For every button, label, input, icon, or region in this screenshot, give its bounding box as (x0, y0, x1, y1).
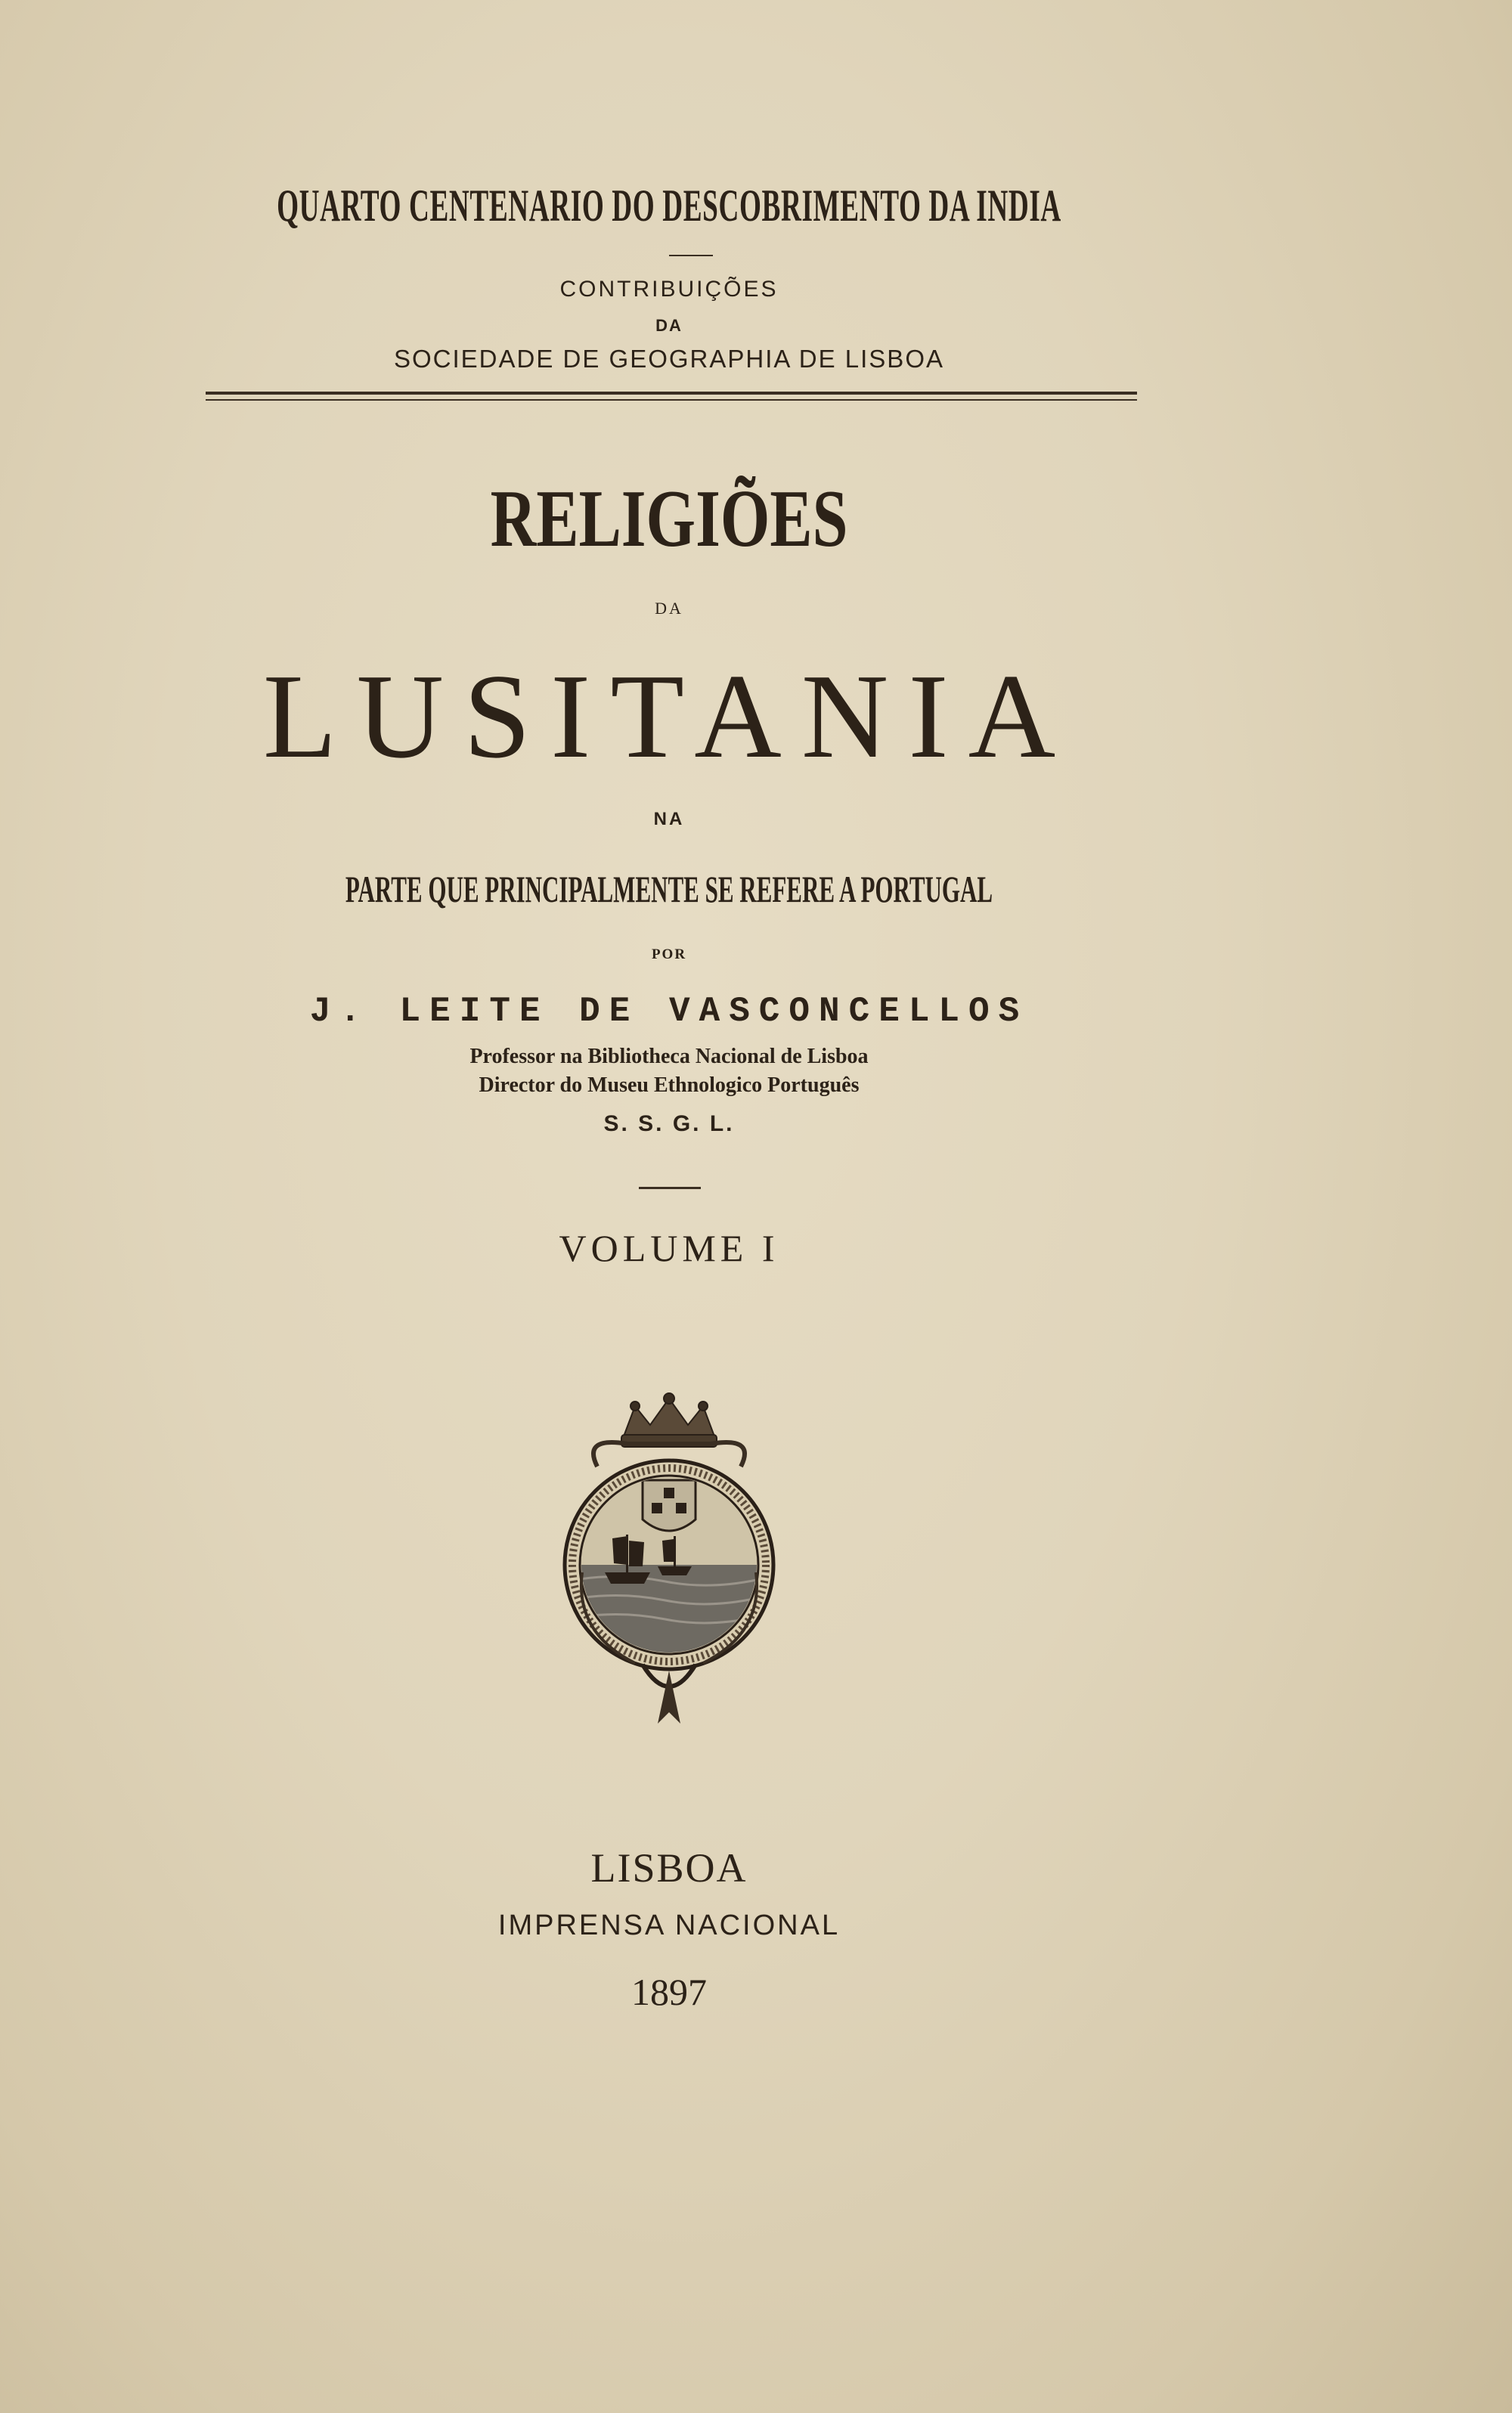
title-lusitania: LUSITANIA (262, 649, 1076, 783)
da-label: DA (655, 316, 683, 335)
author-affiliation-1: Professor na Bibliotheca Nacional de Lisboa (469, 1045, 869, 1068)
publication-place: LISBOA (590, 1845, 748, 1891)
na-label: NA (653, 809, 685, 829)
volume-label: VOLUME I (559, 1227, 779, 1269)
contributions-label: CONTRIBUIÇÕES (559, 277, 779, 302)
publication-year: 1897 (631, 1971, 707, 2013)
publisher: IMPRENSA NACIONAL (497, 1910, 841, 1941)
title-da: DA (655, 599, 683, 618)
author-affiliation-2: Director do Museu Ethnologico Português (479, 1073, 860, 1097)
por-label: POR (651, 946, 687, 962)
crown-icon (621, 1393, 717, 1447)
short-rule-2 (639, 1187, 701, 1189)
author-name: J. LEITE DE VASCONCELLOS (309, 992, 1029, 1031)
society-name: SOCIEDADE DE GEOGRAPHIA DE LISBOA (393, 345, 944, 373)
double-rule-top (206, 392, 1137, 395)
title-religioes: RELIGIÕES (490, 474, 848, 564)
subtitle: PARTE QUE PRINCIPALMENTE SE REFERE A PORTUGAL (345, 868, 993, 910)
society-seal-emblem-icon (552, 1391, 786, 1731)
series-title: QUARTO CENTENARIO DO DESCOBRIMENTO DA INDIA (277, 181, 1061, 231)
short-rule (669, 255, 713, 256)
author-affiliation-3: S. S. G. L. (603, 1111, 735, 1136)
double-rule-bottom (206, 399, 1137, 401)
